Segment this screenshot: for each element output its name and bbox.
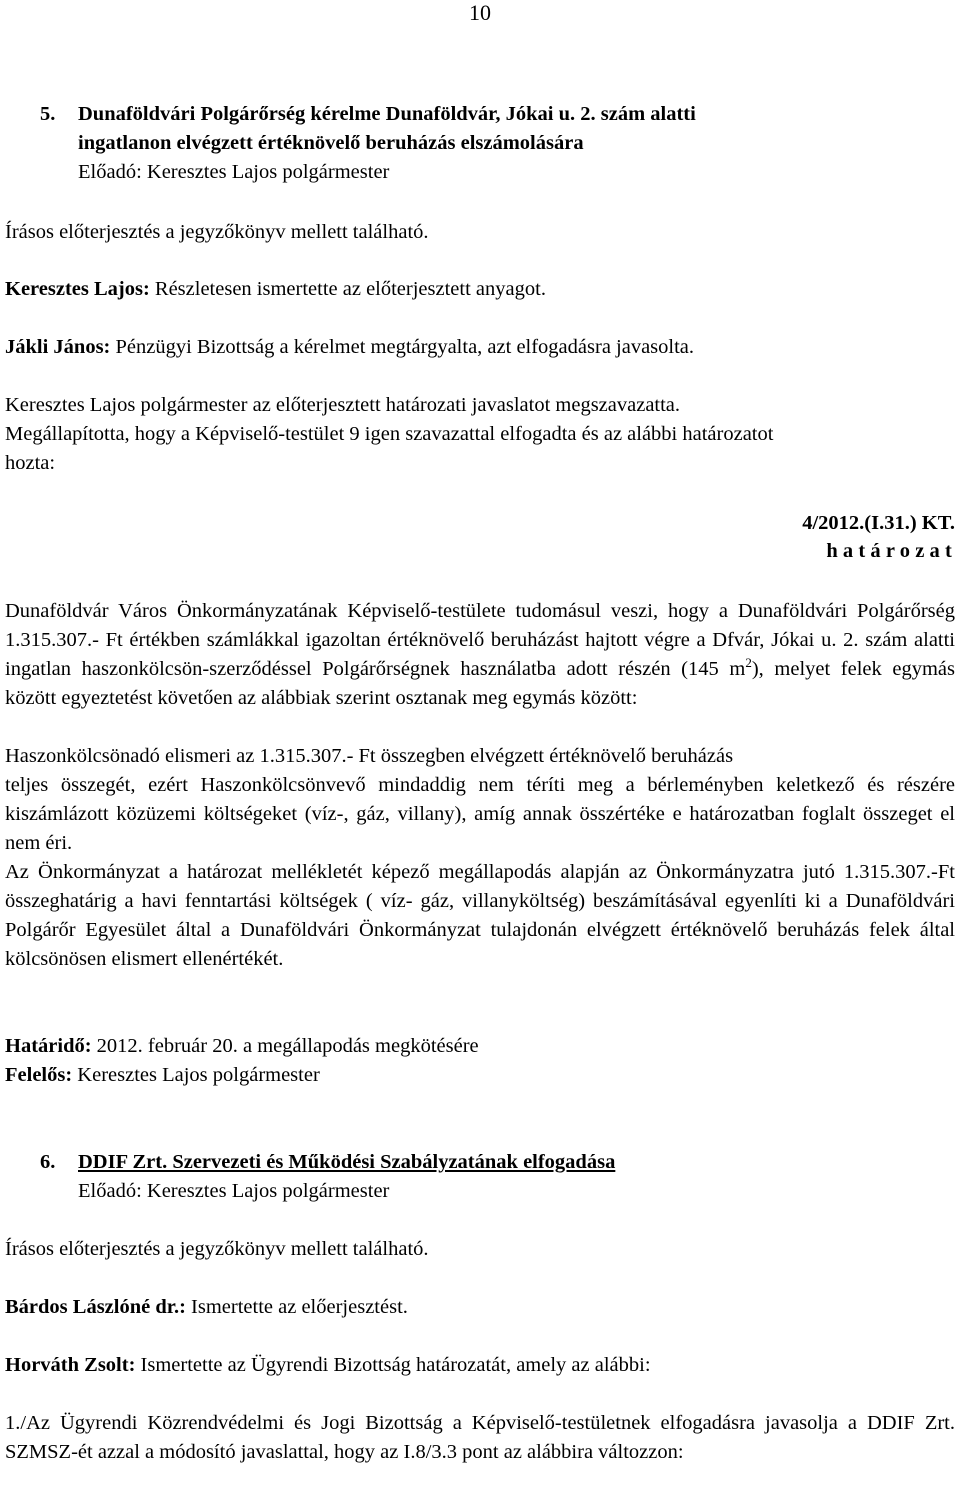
vote-line: Keresztes Lajos polgármester az előterjesztett határozati javaslatot megszavazatta.: [5, 394, 681, 416]
speech-text: Ismertette az előerjesztést.: [185, 1296, 408, 1318]
agenda-item-number: 5.: [40, 103, 56, 125]
speech-paragraph: [5, 1293, 955, 1322]
resolution-text: Dunaföldvár Város Önkormányzatának Képviselő-testülete tudomásul veszi, hogy a Dunaföldvári Polgárőrség 1.315.307.- Ft értékben számlákkal igazoltan értéknövelő beruházást hajtott végre a Dfvár, Jókai u. 2. szám alatti ingatlan haszonkölcsön-szerződéssel Polgárőrségnek használatba adott részén (145 m: [5, 600, 955, 680]
responsible-text: Keresztes Lajos polgármester: [72, 1064, 320, 1086]
resolution-number: 4/2012.(I.31.) KT.: [802, 512, 955, 534]
agenda-item-5: [40, 100, 955, 187]
written-proposal-note: Írásos előterjesztés a jegyzőkönyv mellett található.: [5, 221, 429, 243]
speech-text: Ismertette az Ügyrendi Bizottság határozatát, amely az alábbi:: [135, 1354, 651, 1376]
responsible-label: Felelős:: [5, 1064, 73, 1086]
speech-text: Részletesen ismertette az előterjesztett anyagot.: [149, 278, 546, 300]
vote-line: Megállapította, hogy a Képviselő-testület 9 igen szavazattal elfogadta és az alábbi határozatot: [5, 423, 774, 445]
resolution-text: teljes összegét, ezért Haszonkölcsönvevő mindaddig nem téríti meg a bérleményben keletkező és részére kiszámlázott közüzemi költségeket (víz-, gáz, villany), amíg annak összértéke e határozatban foglalt összeget el nem éri.: [5, 774, 955, 854]
agenda-item-title-line1: Dunaföldvári Polgárőrség kérelme Dunaföldvár, Jókai u. 2. szám alatti: [78, 103, 696, 125]
speech-paragraph: [5, 275, 955, 304]
written-proposal-note: Írásos előterjesztés a jegyzőkönyv mellett található.: [5, 1238, 429, 1260]
deadline-text: 2012. február 20. a megállapodás megkötésére: [91, 1035, 479, 1057]
agenda-item-title-line2: ingatlanon elvégzett értéknövelő beruházás elszámolására: [78, 132, 584, 154]
agenda-item-presenter: Előadó: Keresztes Lajos polgármester: [78, 1180, 390, 1202]
speech-paragraph: [5, 1351, 955, 1380]
speaker-name: Jákli János:: [5, 336, 111, 358]
speaker-name: Keresztes Lajos:: [5, 278, 150, 300]
resolution-paragraph-2: [5, 742, 955, 858]
resolution-heading: határozat: [826, 540, 957, 562]
vote-paragraph: [5, 391, 955, 478]
speaker-name: Horváth Zsolt:: [5, 1354, 136, 1376]
resolution-paragraph-1: [5, 597, 955, 713]
page-number: 10: [469, 0, 491, 25]
speech-paragraph: [5, 333, 955, 362]
final-paragraph: 1./Az Ügyrendi Közrendvédelmi és Jogi Bizottság a Képviselő-testületnek elfogadásra javasolja a DDIF Zrt. SZMSZ-ét azzal a módosító javaslattal, hogy az I.8/3.3 pont az alábbira változzon:: [5, 1412, 955, 1463]
agenda-item-6: [40, 1148, 955, 1206]
speech-text: Pénzügyi Bizottság a kérelmet megtárgyalta, azt elfogadásra javasolta.: [110, 336, 695, 358]
vote-line: hozta:: [5, 452, 56, 474]
deadline-label: Határidő:: [5, 1035, 92, 1057]
agenda-item-presenter: Előadó: Keresztes Lajos polgármester: [78, 161, 390, 183]
superscript: 2: [745, 655, 752, 670]
agenda-item-title: DDIF Zrt. Szervezeti és Működési Szabályzatának elfogadása: [78, 1151, 616, 1173]
resolution-paragraph-3: Az Önkormányzat a határozat mellékletét képező megállapodás alapján az Önkormányzatra jutó 1.315.307.-Ft összeghatárig a havi fenntartási költségek ( víz- gáz, villanyköltség) beszámításával egyenlíti ki a Dunaföldvári Polgárőr Egyesület által a Dunaföldvári Önkormányzat tulajdonán elvégzett értéknövelő beruházás felek által kölcsönösen elismert ellenértékét.: [5, 861, 955, 970]
resolution-text: Haszonkölcsönadó elismeri az 1.315.307.- Ft összegben elvégzett értéknövelő beruházás: [5, 745, 734, 767]
responsible-line: [5, 1061, 955, 1090]
resolution-text: ), melyet felek egymás között egyeztetést követően az alábbiak szerint osztanak meg egymás között:: [5, 658, 956, 709]
deadline-line: [5, 1032, 955, 1061]
agenda-item-number: 6.: [40, 1151, 56, 1173]
speaker-name: Bárdos Lászlóné dr.:: [5, 1296, 186, 1318]
